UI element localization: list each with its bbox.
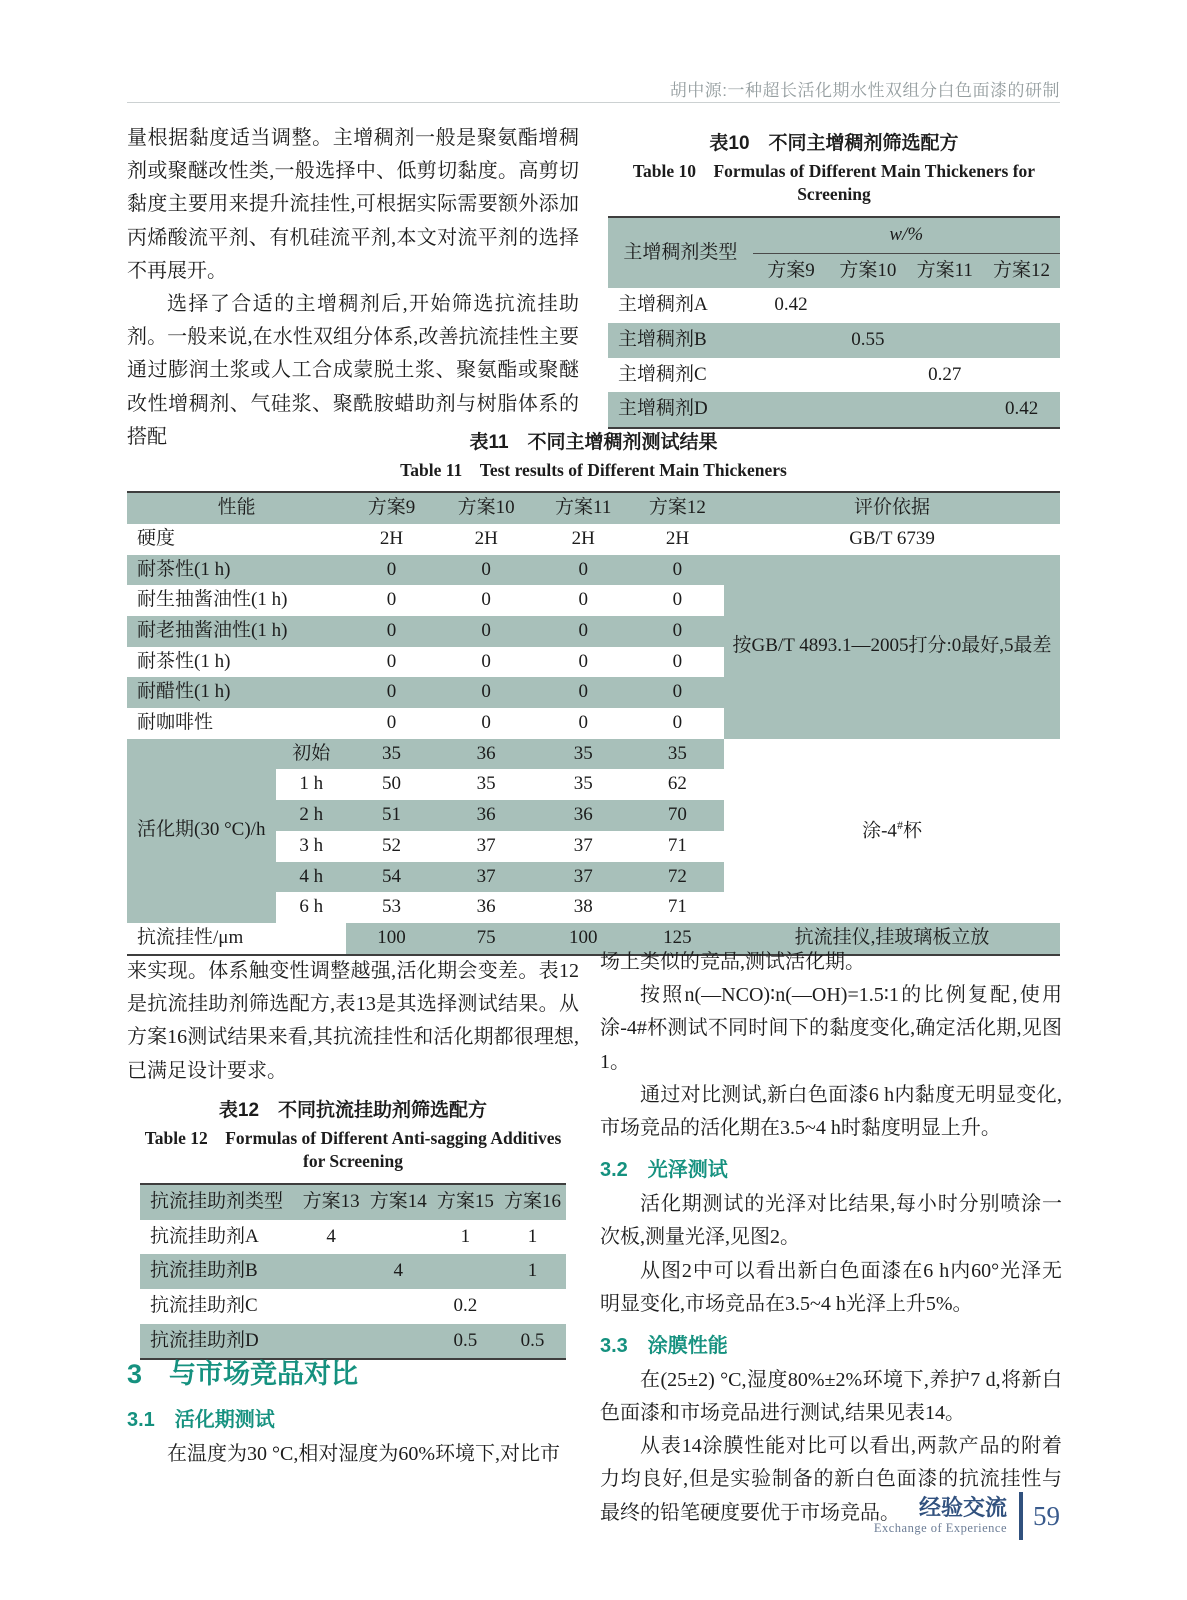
activation-label: 活化期(30 °C)/h (127, 739, 276, 923)
table12 (140, 1183, 566, 1360)
table-cell: 0 (346, 677, 437, 708)
table-cell: 0.2 (453, 1294, 478, 1316)
evaluation-note: 按GB/T 4893.1—2005打分:0最好,5最差 (724, 555, 1060, 739)
table11-header: 评价依据 (724, 492, 1060, 524)
table10-title-en: Table 10 Formulas of Different Main Thickeners for Screening (632, 160, 1036, 205)
table-cell: 0 (386, 650, 397, 672)
row-label: 主增稠剂B (608, 323, 753, 358)
table-cell: 75 (437, 923, 536, 955)
table-cell: 2H (571, 527, 595, 549)
page-number: 59 (1033, 1500, 1060, 1531)
footer-section (874, 1496, 1007, 1535)
table-row (127, 524, 1060, 555)
table-cell: 4 (326, 1225, 336, 1247)
table11-block (127, 430, 1060, 956)
table11 (127, 491, 1060, 955)
table-cell: 35 (631, 739, 724, 770)
table-cell: 2H (665, 527, 690, 549)
paragraph: 量根据黏度适当调整。主增稠剂一般是聚氨酯增稠剂或聚醚改性类,一般选择中、低剪切黏度。高剪切黏度主要用来提升流挂性,可根据实际需要额外添加丙烯酸流平剂、有机硅流平剂,本文对流平剂的选择不再展开。 (127, 127, 579, 282)
table-cell (906, 323, 983, 358)
table11-title-cn: 表11 不同主增稠剂测试结果 (469, 432, 718, 453)
table-cell: 38 (573, 896, 593, 918)
table10-span-header: w/% (753, 217, 1060, 253)
paragraph: 选择了合适的主增稠剂后,开始筛选抗流挂助剂。一般来说,在水性双组分体系,改善抗流挂性主要通过膨润土浆或人工合成蒙脱土浆、聚氨酯或聚醚改性增稠剂、气硅浆、聚酰胺蜡助剂与树脂体系的搭配 (127, 292, 579, 448)
table-cell: 37 (573, 834, 593, 856)
table-row (608, 288, 1060, 323)
paragraph: 活化期测试的光泽对比结果,每小时分别喷涂一次板,测量光泽,见图2。 (600, 1193, 1062, 1249)
table-cell: 35 (346, 739, 437, 770)
running-header: 胡中源:一种超长活化期水性双组分白色面漆的研制 (669, 81, 1060, 100)
row-label: 硬度 (137, 527, 176, 549)
table10-title-cn: 表10 不同主增稠剂筛选配方 (709, 133, 959, 154)
table-cell: 100 (536, 923, 631, 955)
table12-header: 方案16 (499, 1184, 566, 1220)
table-cell: 0 (578, 712, 588, 734)
table11-header: 方案10 (437, 492, 536, 524)
table-cell: 0 (437, 555, 536, 586)
right-column (600, 946, 1062, 1530)
table-cell: 0 (481, 650, 491, 672)
row-label: 抗流挂助剂A (150, 1225, 259, 1247)
table-row (140, 1254, 566, 1289)
table-cell (298, 1254, 365, 1289)
table-cell: 0 (672, 712, 683, 734)
row-label: 抗流挂助剂B (140, 1254, 298, 1289)
table-cell: 0 (437, 616, 536, 647)
paragraph: 从图2中可以看出新白色面漆在6 h内60°光泽无明显变化,市场竞品在3.5~4 h光泽上升5%。 (600, 1259, 1062, 1315)
footer-section-en: Exchange of Experience (873, 1520, 1007, 1535)
table10-block (608, 131, 1060, 429)
table-cell: 37 (437, 862, 536, 893)
table-cell (906, 392, 983, 428)
table-cell: 37 (536, 862, 631, 893)
table-cell (906, 288, 983, 323)
table-cell: 0 (631, 616, 724, 647)
table-cell: 36 (437, 739, 536, 770)
row-label: 抗流挂助剂D (140, 1324, 298, 1360)
table12-header: 方案15 (432, 1184, 499, 1220)
table-cell: 0 (386, 589, 397, 611)
table-cell: 2H (379, 527, 404, 549)
table-cell: 0 (631, 677, 724, 708)
paragraph: 在(25±2) °C,湿度80%±2%环境下,养护7 d,将新白色面漆和市场竞品进行测试,结果见表14。 (600, 1368, 1062, 1425)
table11-title-en: Table 11 Test results of Different Main Thickeners (400, 459, 787, 480)
table11-header: 方案9 (346, 492, 437, 524)
table-cell: 62 (667, 773, 687, 795)
table-cell: 35 (476, 773, 496, 795)
row-label: 抗流挂助剂C (150, 1294, 258, 1316)
table12-header: 方案14 (365, 1184, 432, 1220)
table-cell: 36 (536, 800, 631, 831)
table-cell: 4 (365, 1254, 432, 1289)
table-cell: 0 (536, 677, 631, 708)
table10-scheme-header: 方案9 (753, 253, 830, 288)
table-cell: 1 (499, 1254, 566, 1289)
table10-col-header: 主增稠剂类型 (608, 217, 753, 288)
left-column-mid (127, 955, 579, 1088)
table-cell: 0.42 (774, 294, 808, 316)
table-cell: 0 (536, 616, 631, 647)
table11-header: 方案11 (536, 492, 631, 524)
row-label: 耐咖啡性 (137, 712, 214, 734)
table10-scheme-header: 方案10 (829, 253, 906, 288)
table-cell: 0 (631, 555, 724, 586)
table-cell: 53 (381, 896, 401, 918)
table11-header: 性能 (127, 492, 346, 524)
table-row (140, 1220, 566, 1255)
table-cell: 71 (667, 896, 687, 918)
table-cell: 0.5 (499, 1324, 566, 1360)
cup-note-post: 杯 (902, 820, 922, 842)
table-cell: 0.5 (432, 1324, 499, 1360)
table-cell (432, 1254, 499, 1289)
table-cell: 35 (573, 773, 593, 795)
table-row (608, 323, 1060, 358)
table-cell: 0.27 (928, 363, 962, 385)
paragraph: 按照n(—NCO)∶n(—OH)=1.5∶1的比例复配,使用涂-4#杯测试不同时间下的黏度变化,确定活化期,见图1。 (600, 984, 1062, 1073)
table-row (127, 739, 1060, 770)
time-label: 3 h (299, 834, 324, 856)
table-cell (298, 1289, 365, 1324)
row-label: 主增稠剂C (618, 363, 707, 385)
time-label: 2 h (276, 800, 346, 831)
table-cell (983, 288, 1060, 323)
table-cell: 51 (346, 800, 437, 831)
row-label: 耐生抽酱油性(1 h) (137, 589, 288, 611)
table12-title-cn: 表12 不同抗流挂助剂筛选配方 (218, 1100, 488, 1121)
table-cell: 1 (527, 1225, 538, 1247)
subsection-heading: 3.2 光泽测试 (600, 1159, 728, 1182)
table-cell: 0 (536, 555, 631, 586)
row-label: 主增稠剂D (608, 392, 753, 428)
cup-note-pre: 涂-4 (862, 820, 897, 842)
paragraph: 来实现。体系触变性调整越强,活化期会变差。表12是抗流挂助剂筛选配方,表13是其选择测试结果。从方案16测试结果来看,其抗流挂性和活化期都很理想,已满足设计要求。 (127, 960, 579, 1082)
table-cell: 100 (346, 923, 437, 955)
row-label: 耐醋性(1 h) (127, 677, 346, 708)
table-cell (753, 358, 830, 393)
table-cell: 37 (476, 834, 496, 856)
row-label: 主增稠剂A (618, 294, 708, 316)
section-heading: 3 与市场竞品对比 (127, 1359, 359, 1389)
table12-header: 方案13 (298, 1184, 365, 1220)
table-cell (753, 392, 830, 428)
time-label: 1 h (299, 773, 324, 795)
table-cell: 50 (381, 773, 401, 795)
table11-header: 方案12 (631, 492, 724, 524)
footer-section-cn: 经验交流 (918, 1495, 1007, 1521)
row-label: 抗流挂性/μm (137, 926, 244, 948)
row-label: 耐老抽酱油性(1 h) (127, 616, 346, 647)
table-cell: 0.42 (983, 392, 1060, 428)
table10-scheme-header: 方案12 (983, 253, 1060, 288)
evaluation-note: 抗流挂仪,挂玻璃板立放 (724, 923, 1060, 955)
page-footer (874, 1492, 1060, 1540)
time-label: 6 h (299, 896, 324, 918)
table-cell: 0 (386, 712, 397, 734)
table10-scheme-header: 方案11 (906, 253, 983, 288)
table-cell (499, 1289, 566, 1324)
table-cell: 0 (346, 555, 437, 586)
table-cell: 52 (381, 834, 401, 856)
table-row (608, 358, 1060, 393)
table-cell: 0 (437, 677, 536, 708)
table-cell: 0 (672, 650, 683, 672)
table12-title-en: Table 12 Formulas of Different Anti-sagging Additives for Screening (144, 1127, 562, 1172)
row-label: 耐茶性(1 h) (137, 650, 231, 672)
table-cell (365, 1220, 432, 1255)
table-cell: 36 (476, 896, 496, 918)
table-cell: 71 (667, 834, 687, 856)
evaluation-note (724, 739, 1060, 923)
table-cell: 1 (460, 1225, 471, 1247)
table-cell: 54 (346, 862, 437, 893)
table-cell: GB/T 6739 (849, 527, 935, 549)
subsection-heading: 3.1 活化期测试 (127, 1409, 275, 1431)
paragraph: 场上类似的竞品,测试活化期。 (600, 951, 865, 973)
cup-note-sup: # (896, 817, 903, 832)
section-3 (127, 1352, 579, 1471)
table-cell: 0 (346, 616, 437, 647)
table-cell (829, 358, 906, 393)
table-cell: 125 (631, 923, 724, 955)
table12-block (140, 1098, 566, 1360)
paragraph: 从表14涂膜性能对比可以看出,两款产品的附着力均良好,但是实验制备的新白色面漆的抗流挂性与最终的铅笔硬度要优于市场竞品。 (600, 1435, 1062, 1524)
table-cell (829, 392, 906, 428)
paragraph: 在温度为30 °C,相对湿度为60%环境下,对比市 (167, 1443, 560, 1465)
table-cell: 36 (437, 800, 536, 831)
table-cell: 2H (474, 527, 498, 549)
paragraph: 通过对比测试,新白色面漆6 h内黏度无明显变化,市场竞品的活化期在3.5~4 h时黏度明显上升。 (600, 1083, 1062, 1139)
table-cell (829, 288, 906, 323)
table-cell (365, 1289, 432, 1324)
table-cell: 72 (631, 862, 724, 893)
header-rule (127, 102, 1060, 103)
table-cell (983, 358, 1060, 393)
table-row (140, 1289, 566, 1324)
table12-header: 抗流挂助剂类型 (140, 1184, 298, 1220)
table-cell: 35 (536, 739, 631, 770)
time-label: 初始 (276, 739, 346, 770)
row-label: 耐茶性(1 h) (127, 555, 346, 586)
table-cell: 0 (481, 712, 491, 734)
time-label: 4 h (276, 862, 346, 893)
table-cell: 0 (481, 589, 491, 611)
footer-divider (1019, 1492, 1023, 1540)
table-cell: 0 (578, 589, 588, 611)
table-row (608, 392, 1060, 428)
table-cell: 0.55 (829, 323, 906, 358)
table-cell (753, 323, 830, 358)
table-cell: 70 (631, 800, 724, 831)
table-row (127, 555, 1060, 586)
subsection-heading: 3.3 涂膜性能 (600, 1334, 728, 1357)
table-cell (983, 323, 1060, 358)
left-column-top (127, 122, 579, 454)
table-cell: 0 (672, 589, 683, 611)
table10 (608, 216, 1060, 429)
table-cell: 0 (578, 650, 588, 672)
